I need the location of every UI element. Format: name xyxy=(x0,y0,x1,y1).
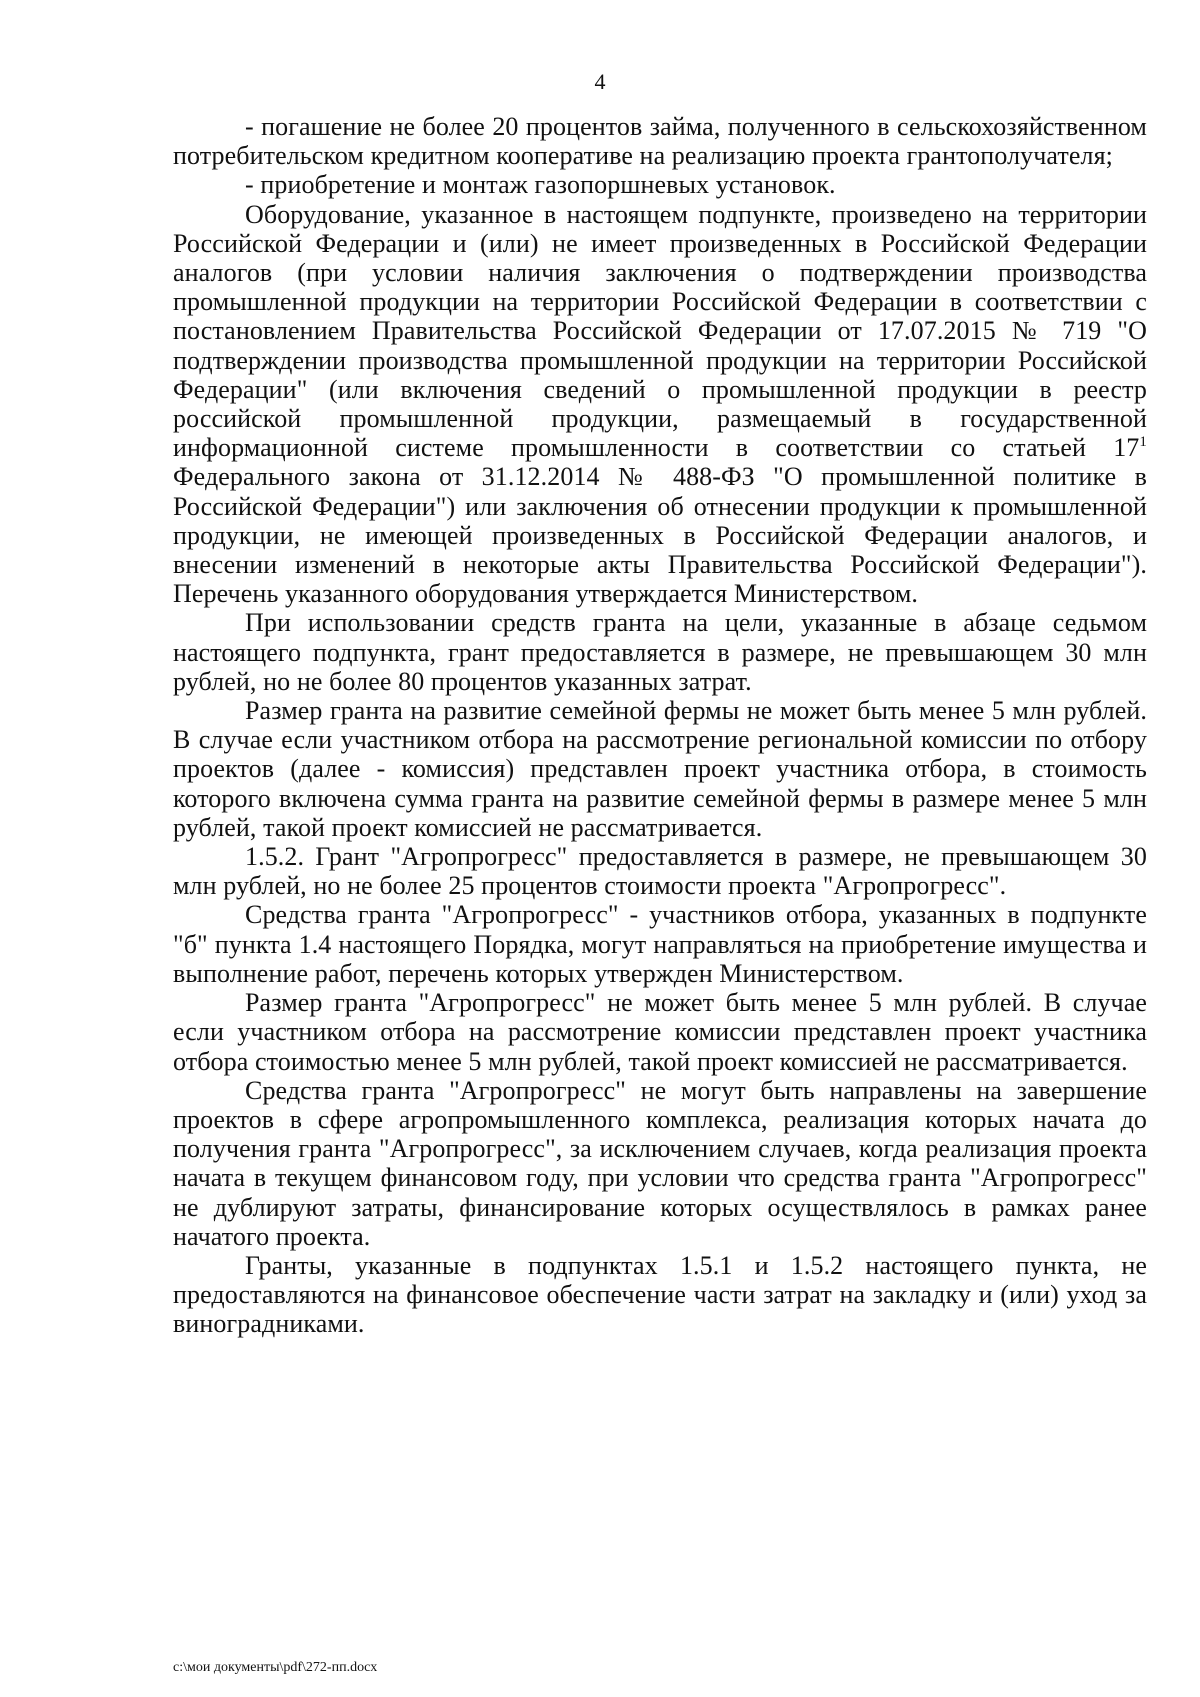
document-body xyxy=(173,112,1147,1339)
paragraph-loan-repayment: - погашение не более 20 процентов займа, полученного в сельскохозяйственном потребительском кредитном кооперативе на реализацию проекта грантополучателя; xyxy=(173,112,1147,171)
paragraph-agroprogress-restriction: Средства гранта "Агропрогресс" не могут быть направлены на завершение проектов в сфере агропромышленного комплекса, реализация которых начата до получения гранта "Агропрогресс", за исключением случаев, когда реализация проекта начата в текущем финансовом году, при условии что средства гранта "Агропрогресс" не дублируют затраты, финансирование которых осуществлялось в рамках ранее начатого проекта. xyxy=(173,1075,1147,1251)
paragraph-agroprogress-minimum: Размер гранта "Агропрогресс" не может быть менее 5 млн рублей. В случае если участником отбора на рассмотрение комиссии представлен проект участника отбора стоимостью менее 5 млн рублей, такой проект комиссией не рассматривается. xyxy=(173,988,1147,1076)
paragraph-agroprogress-size: 1.5.2. Грант "Агропрогресс" предоставляется в размере, не превышающем 30 млн рублей, но не более 25 процентов стоимости проекта "Агропрогресс". xyxy=(173,842,1147,901)
paragraph-equipment-part2: Федерального закона от 31.12.2014 № 488-ФЗ "О промышленной политике в Российской Федерации") или заключения об отнесении продукции к промышленной продукции, не имеющей произведенных в Российской Федерации аналогов, и внесении изменений в некоторые акты Правительства Российской Федерации"). Перечень указанного оборудования утверждается Министерством. xyxy=(173,462,1147,609)
paragraph-equipment xyxy=(173,200,1147,609)
paragraph-grant-80-percent: При использовании средств гранта на цели, указанные в абзаце седьмом настоящего подпункта, грант предоставляется в размере, не превышающем 30 млн рублей, но не более 80 процентов указанных затрат. xyxy=(173,608,1147,696)
paragraph-gas-piston: - приобретение и монтаж газопоршневых установок. xyxy=(245,170,836,200)
paragraph-agroprogress-use: Средства гранта "Агропрогресс" - участников отбора, указанных в подпункте "б" пункта 1.4 настоящего Порядка, могут направляться на приобретение имущества и выполнение работ, перечень которых утвержден Министерством. xyxy=(173,900,1147,988)
paragraph-family-farm-size: Размер гранта на развитие семейной фермы не может быть менее 5 млн рублей. В случае если участником отбора на рассмотрение региональной комиссии по отбору проектов (далее - комиссия) представлен проект участника отбора, в стоимость которого включена сумма гранта на развитие семейной фермы в размере менее 5 млн рублей, такой проект комиссией не рассматривается. xyxy=(173,696,1147,842)
paragraph-equipment-part1: Оборудование, указанное в настоящем подпункте, произведено на территории Российской Федерации и (или) не имеет произведенных в Российской Федерации аналогов (при условии наличия заключения о подтверждении производства промышленной продукции на территории Российской Федерации в соответствии с постановлением Правительства Российской Федерации от 17.07.2015 № 719 "О подтверждении производства промышленной продукции на территории Российской Федерации" (или включения сведений о промышленной продукции в реестр российской промышленной продукции, размещаемый в государственной информационной системе промышленности в соответствии со статьей 17 xyxy=(173,199,1147,463)
file-path-footer: c:\мои документы\pdf\272-пп.docx xyxy=(173,1660,378,1675)
paragraph-vineyards: Гранты, указанные в подпунктах 1.5.1 и 1.5.2 настоящего пункта, не предоставляются на финансовое обеспечение части затрат на закладку и (или) уход за виноградниками. xyxy=(173,1250,1147,1339)
superscript-one: 1 xyxy=(1139,434,1147,451)
page-number: 4 xyxy=(594,69,606,94)
